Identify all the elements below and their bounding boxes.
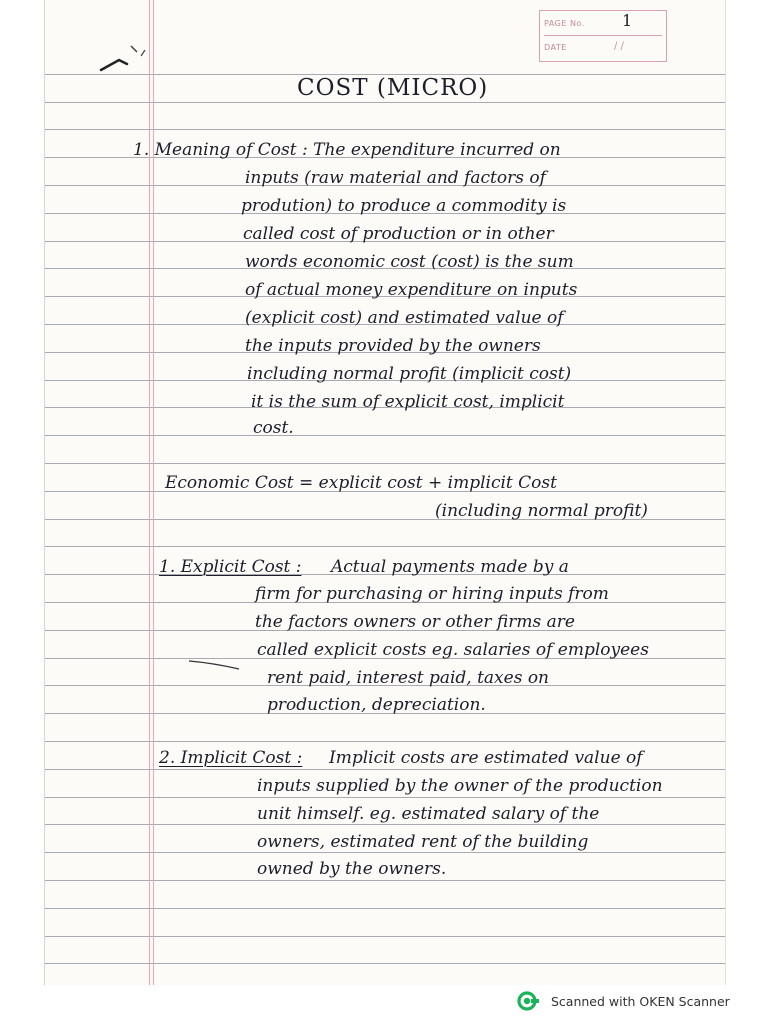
date-row bbox=[544, 37, 662, 59]
explicit-cost-heading: 1. Explicit Cost : bbox=[159, 557, 302, 577]
meaning-line: including normal profit (implicit cost) bbox=[247, 364, 572, 384]
page-title: COST (MICRO) bbox=[297, 75, 489, 101]
implicit-line: Implicit costs are estimated value of bbox=[329, 748, 643, 768]
notebook-page bbox=[44, 0, 726, 985]
page-number-label: PAGE No. bbox=[544, 19, 585, 28]
ruled-line bbox=[45, 102, 725, 103]
explicit-line: rent paid, interest paid, taxes on bbox=[267, 668, 550, 688]
explicit-line: Actual payments made by a bbox=[331, 557, 569, 577]
explicit-line: production, depreciation. bbox=[267, 695, 486, 715]
meaning-line: the inputs provided by the owners bbox=[245, 336, 541, 356]
ruled-line bbox=[45, 546, 725, 547]
meaning-line: of actual money expenditure on inputs bbox=[245, 280, 578, 300]
implicit-line: owned by the owners. bbox=[257, 859, 447, 879]
formula-note: (including normal profit) bbox=[435, 501, 648, 521]
scanner-watermark bbox=[517, 990, 730, 1012]
scanner-watermark-text: Scanned with OKEN Scanner bbox=[551, 993, 730, 1009]
meaning-line: words economic cost (cost) is the sum bbox=[245, 252, 574, 272]
meaning-line: prodution) to produce a commodity is bbox=[241, 196, 567, 216]
page-date-box bbox=[539, 10, 667, 62]
meaning-line: cost. bbox=[253, 418, 294, 438]
ruled-line bbox=[45, 852, 725, 853]
ruled-line bbox=[45, 936, 725, 937]
meaning-line: called cost of production or in other bbox=[243, 224, 554, 244]
ruled-line bbox=[45, 463, 725, 464]
pen-stroke-icon bbox=[187, 657, 243, 671]
date-value: / / bbox=[614, 41, 624, 52]
implicit-line: inputs supplied by the owner of the production bbox=[257, 776, 663, 796]
ruled-line bbox=[45, 741, 725, 742]
pen-scribble-icon bbox=[97, 38, 157, 78]
meaning-line: it is the sum of explicit cost, implicit bbox=[251, 392, 565, 412]
ruled-line bbox=[45, 769, 725, 770]
date-label: DATE bbox=[544, 43, 567, 52]
oken-scanner-logo-icon bbox=[517, 991, 541, 1011]
meaning-line: (explicit cost) and estimated value of bbox=[245, 308, 564, 328]
ruled-line bbox=[45, 824, 725, 825]
ruled-line bbox=[45, 129, 725, 130]
meaning-line: inputs (raw material and factors of bbox=[245, 168, 546, 188]
implicit-line: owners, estimated rent of the building bbox=[257, 832, 589, 852]
implicit-cost-heading: 2. Implicit Cost : bbox=[159, 748, 303, 768]
meaning-line: 1. Meaning of Cost : The expenditure incurred on bbox=[133, 140, 561, 160]
page-number-row bbox=[544, 13, 662, 36]
ruled-line bbox=[45, 435, 725, 436]
implicit-line: unit himself. eg. estimated salary of the bbox=[257, 804, 600, 824]
explicit-line: firm for purchasing or hiring inputs from bbox=[255, 584, 609, 604]
economic-cost-formula: Economic Cost = explicit cost + implicit Cost bbox=[165, 473, 557, 493]
explicit-line: the factors owners or other firms are bbox=[255, 612, 575, 632]
ruled-line bbox=[45, 908, 725, 909]
ruled-line bbox=[45, 797, 725, 798]
explicit-line: called explicit costs eg. salaries of employees bbox=[257, 640, 649, 660]
ruled-line bbox=[45, 880, 725, 881]
ruled-line bbox=[45, 963, 725, 964]
page-number-value: 1 bbox=[622, 11, 633, 30]
